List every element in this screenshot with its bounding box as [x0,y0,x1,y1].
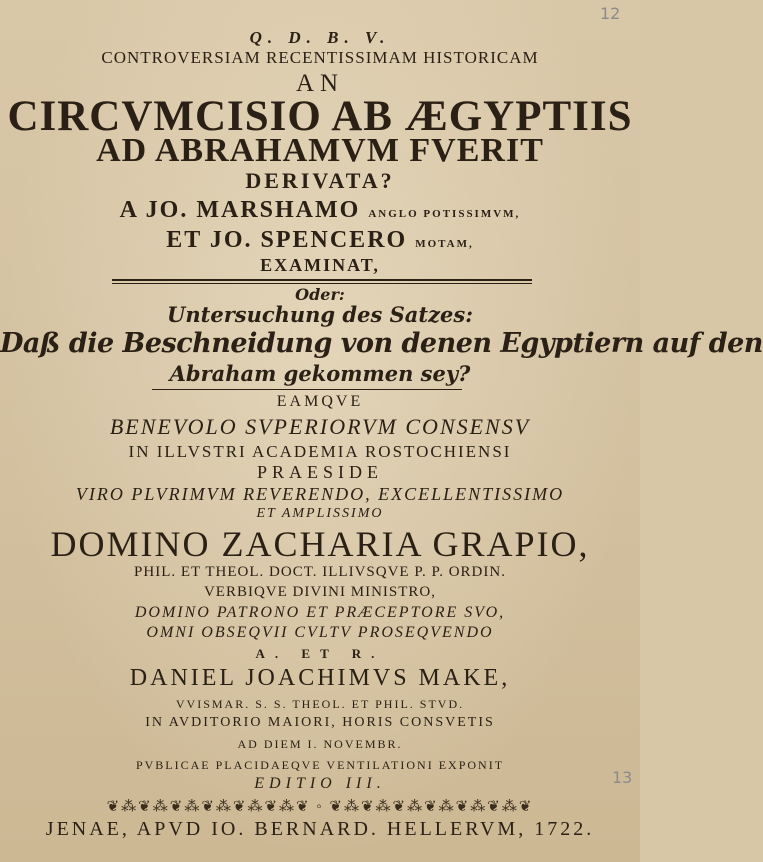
line-publicae: PVBLICAE PLACIDAEQVE VENTILATIONI EXPONIT [135,758,505,772]
line-omni-obsequii: OMNI OBSEQVII CVLTV PROSEQVENDO [146,624,494,641]
line-phil-theol: PHIL. ET THEOL. DOCT. ILLIVSQVE P. P. ORDIN. [134,564,506,580]
line-verbique: VERBIQVE DIVINI MINISTRO, [203,584,437,600]
ornamental-border: ❦⁂❦⁂❦⁂❦⁂❦⁂❦⁂❦ ◦ ❦⁂❦⁂❦⁂❦⁂❦⁂❦⁂❦ [106,799,534,815]
german-abraham: Abraham gekommen sey? [169,361,471,386]
line-marshamo [0,197,640,224]
line-auditorio: IN AVDITORIO MAIORI, HORIS CONSVETIS [145,715,495,730]
line-et-amplissimo: ET AMPLISSIMO [256,506,384,521]
line-eamque: EAMQVE [276,393,364,410]
line-ad-diem: AD DIEM I. NOVEMBR. [237,737,403,751]
line-spencero [0,227,640,254]
header-qdbv: Q. D. B. V. [249,28,391,47]
marshamo-small: ANGLO POTISSIMVM, [368,208,521,220]
line-domino-patrono: DOMINO PATRONO ET PRÆCEPTORE SVO, [134,604,506,621]
line-examinat: EXAMINAT, [260,255,380,275]
subtitle-controversiam: CONTROVERSIAM RECENTISSIMAM HISTORICAM [101,48,539,67]
pencil-page-number-top: 12 [600,4,621,23]
line-benevolo: BENEVOLO SVPERIORVM CONSENSV [109,414,531,439]
divider-rule-1b [112,283,532,284]
line-imprint: JENAE, APVD IO. BERNARD. HELLERVM, 1722. [45,818,595,840]
german-untersuchung: Untersuchung des Satzes: [167,302,473,327]
title-an: AN [295,70,345,97]
spencero-main: ET JO. SPENCERO [166,227,408,253]
spencero-small: MOTAM, [415,238,474,250]
line-viro: VIRO PLVRIMVM REVERENDO, EXCELLENTISSIMO [75,484,565,504]
line-illustri: IN ILLVSTRI ACADEMIA ROSTOCHIENSI [128,442,512,461]
title-circumcisio: CIRCVMCISIO AB ÆGYPTIIS [7,93,633,140]
divider-rule-2 [152,389,462,390]
line-domino-zacharia: DOMINO ZACHARIA GRAPIO, [50,524,590,564]
line-editio: EDITIO III. [254,775,386,792]
line-praeside: PRAESIDE [256,462,383,482]
pencil-page-number-side: 13 [612,768,633,787]
title-ad-abrahamum: AD ABRAHAMVM FVERIT [96,132,544,169]
line-a-et-r: A. ET R. [255,646,385,661]
german-beschneidung: Daß die Beschneidung von denen Egyptiern auf den [0,328,763,359]
line-daniel: DANIEL JOACHIMVS MAKE, [129,665,511,691]
title-derivata: DERIVATA? [245,168,395,193]
divider-rule-1 [112,279,532,281]
german-oder: Oder: [295,285,345,304]
marshamo-main: A JO. MARSHAMO [119,197,361,223]
line-vuismar: VVISMAR. S. S. THEOL. ET PHIL. STVD. [175,697,465,711]
